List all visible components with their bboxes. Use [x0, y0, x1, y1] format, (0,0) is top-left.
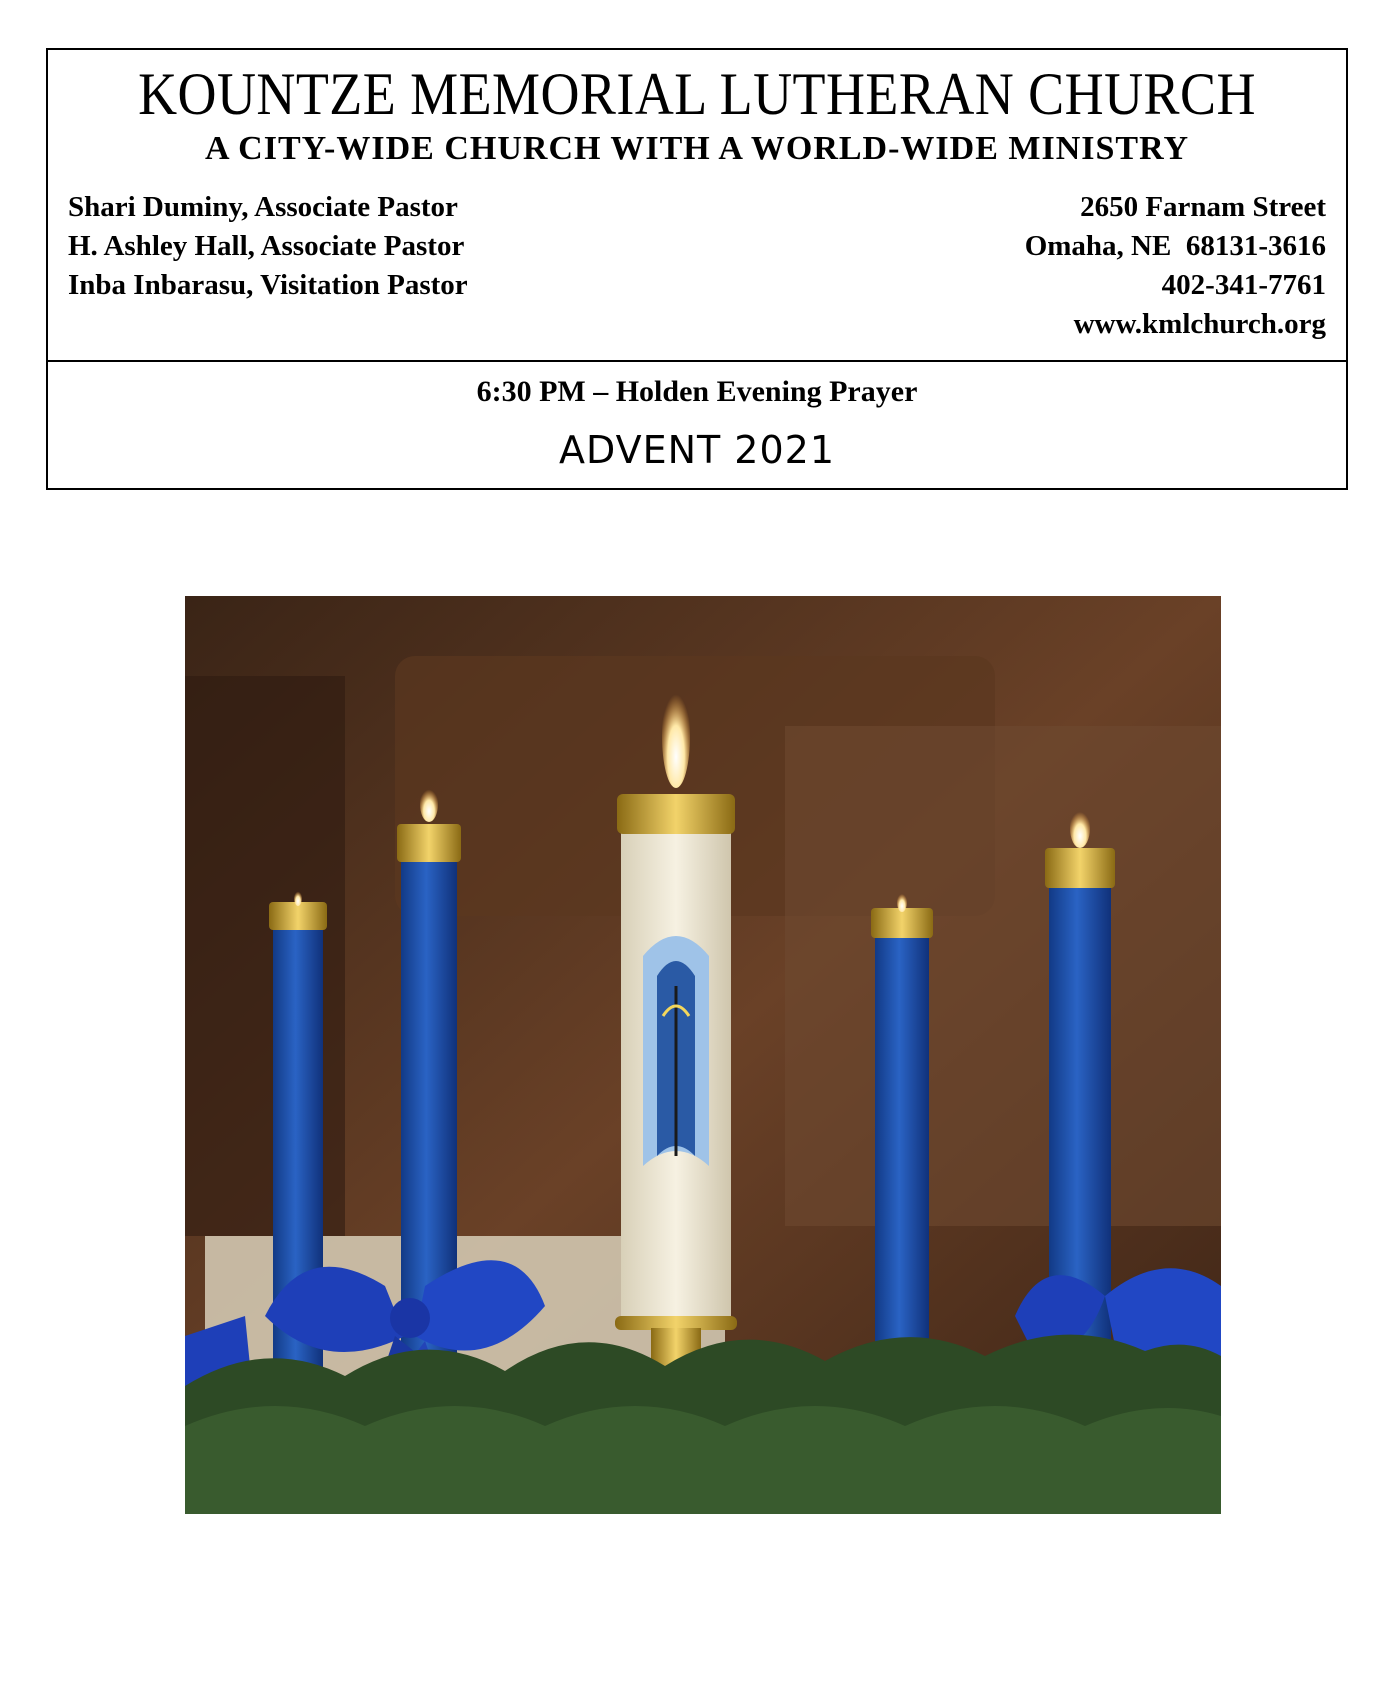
phone-number: 402-341-7761: [1161, 269, 1326, 301]
church-name: KOUNTZE MEMORIAL LUTHERAN CHURCH: [138, 61, 1256, 127]
church-header: [46, 48, 1348, 362]
service-info: [46, 360, 1348, 490]
advent-wreath-photo: [185, 596, 1221, 1514]
service-time: 6:30 PM – Holden Evening Prayer: [476, 375, 918, 408]
season-title: ADVENT 2021: [558, 428, 836, 472]
candle-3: [871, 892, 933, 1384]
street-address: 2650 Farnam Street: [1080, 191, 1326, 223]
contact-info: [1025, 188, 1326, 344]
staff-list: [68, 188, 468, 305]
staff-member: Inba Inbarasu, Visitation Pastor: [68, 269, 468, 301]
staff-member: Shari Duminy, Associate Pastor: [68, 191, 458, 223]
city-state-zip: Omaha, NE 68131-3616: [1024, 230, 1326, 262]
panel-shape: [785, 726, 1221, 1226]
staff-member: H. Ashley Hall, Associate Pastor: [68, 230, 465, 262]
church-tagline: A CITY-WIDE CHURCH WITH A WORLD-WIDE MINISTRY: [204, 130, 1190, 167]
website-link[interactable]: www.kmlchurch.org: [1073, 308, 1326, 340]
evergreen-garland-front: [185, 1406, 1221, 1514]
